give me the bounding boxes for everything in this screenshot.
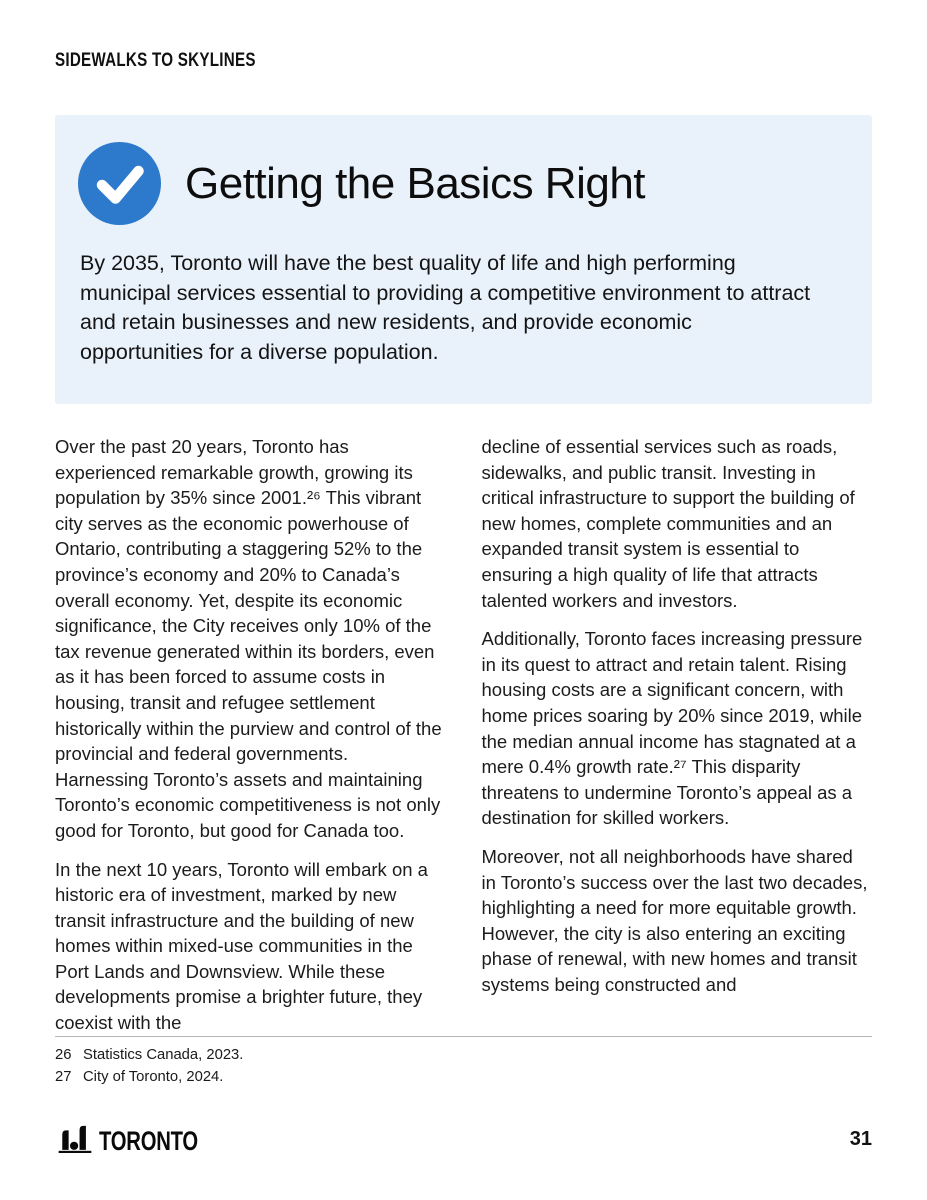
right-column — [482, 434, 873, 1049]
page-number: 31 — [849, 1127, 872, 1150]
footnote-item — [55, 1045, 872, 1067]
body-columns — [55, 434, 872, 1049]
left-column — [55, 434, 446, 1049]
footnote-item — [55, 1067, 872, 1089]
body-paragraph: decline of essential services such as roads, sidewalks, and public transit. Investing in critical infrastructure to support the building of new homes, complete communities and an expanded transit system is essential to ensuring a high quality of life that attracts talented workers and investors. — [481, 436, 855, 611]
page-footer — [55, 1121, 872, 1157]
body-paragraph: In the next 10 years, Toronto will embark on a historic era of investment, marked by new transit infrastructure and the building of new homes within mixed-use communities in the Port Lands and Downsview. While these developments promise a brighter future, they coexist with the — [55, 858, 428, 1034]
check-circle-icon — [78, 142, 161, 225]
footnote-text: City of Toronto, 2024. — [83, 1068, 224, 1085]
footnote-number: 27 — [55, 1068, 72, 1085]
footnote-divider — [55, 1036, 872, 1037]
toronto-logo — [55, 1121, 231, 1157]
footnote-text: Statistics Canada, 2023. — [83, 1047, 244, 1063]
toronto-wordmark: TORONTO — [99, 1126, 198, 1156]
vision-callout-box — [55, 115, 872, 404]
body-paragraph: Additionally, Toronto faces increasing pressure in its quest to attract and retain talent. Rising housing costs are a significant concern, with home prices soaring by 20% since 2019, while the median annual income has stagnated at a mere 0.4% growth rate.²⁷ This disparity threatens to undermine Toronto’s appeal as a destination for skilled workers. — [481, 628, 863, 829]
body-paragraph: Over the past 20 years, Toronto has experienced remarkable growth, growing its population by 35% since 2001.²⁶ This vibrant city serves as the economic powerhouse of Ontario, contributing a staggering 52% to the province’s economy and 20% to Canada’s overall economy. Yet, despite its economic significance, the City receives only 10% of the tax revenue generated within its borders, even as it has been forced to assume costs in housing, transit and refugee settlement historically within the purview and control of the provincial and federal governments. Harnessing Toronto’s assets and maintaining Toronto’s economic competitiveness is not only good for Toronto, but good for Canada too. — [55, 436, 442, 841]
body-paragraph: Moreover, not all neighborhoods have shared in Toronto’s success over the last two decades, highlighting a need for more equitable growth. However, the city is also entering an exciting phase of renewal, with new homes and transit systems being constructed and — [481, 845, 868, 995]
toronto-city-hall-icon — [55, 1121, 95, 1157]
report-title: SIDEWALKS TO SKYLINES — [55, 50, 256, 71]
section-title: Getting the Basics Right — [185, 158, 646, 208]
footnote-number: 26 — [55, 1047, 72, 1063]
footnotes — [55, 1036, 872, 1088]
report-header — [55, 50, 306, 72]
callout-header — [55, 115, 872, 225]
vision-statement: By 2035, Toronto will have the best quality of life and high performing municipal services essential to providing a competitive environment to attract and retain businesses and new residents, and provide economic opportunities for a diverse population. — [80, 251, 811, 364]
